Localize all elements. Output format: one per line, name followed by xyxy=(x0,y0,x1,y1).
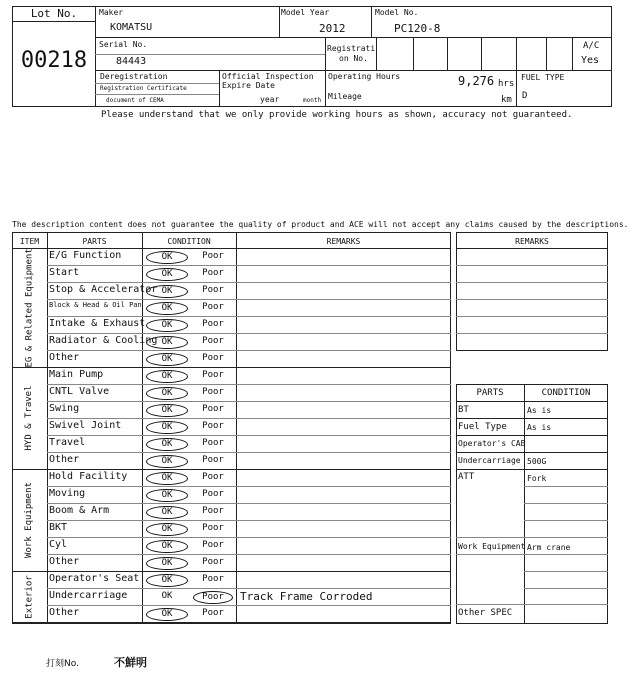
group-divider xyxy=(12,469,451,470)
group-divider xyxy=(12,571,451,572)
hrs-label: hrs xyxy=(498,79,515,89)
part-label: Hold Facility xyxy=(49,471,128,482)
part-label: BKT xyxy=(49,522,68,533)
ok-option: OK xyxy=(146,302,188,315)
serial-no-value: 84443 xyxy=(116,56,147,67)
poor-option: Poor xyxy=(202,574,224,584)
part-label: Other xyxy=(49,556,80,567)
disclaimer: The description content does not guarantee the quality of product and ACE will not accept any claims caused by the descriptions. xyxy=(12,220,629,229)
part-label: Moving xyxy=(49,488,86,499)
part-label: Start xyxy=(49,267,80,278)
col-condition-header: CONDITION xyxy=(167,237,211,246)
serial-no-label: Serial No. xyxy=(99,40,148,49)
maker-label: Maker xyxy=(99,8,124,17)
row-divider xyxy=(47,299,451,300)
stamp-no-value: 不鮮明 xyxy=(114,656,147,669)
year-label: year xyxy=(260,95,280,104)
row-divider xyxy=(47,401,451,402)
ok-option: OK xyxy=(146,472,188,485)
part-label: Other xyxy=(49,454,80,465)
part-label: E/G Function xyxy=(49,250,122,261)
col-remarks-header: REMARKS xyxy=(326,237,361,246)
right-remarks-header: REMARKS xyxy=(515,237,549,246)
col-parts-header: PARTS xyxy=(82,237,107,246)
part-label: Swing xyxy=(49,403,80,414)
part-label: Operator's Seat xyxy=(49,573,140,584)
document-cema-label: document of CEMA xyxy=(106,97,164,104)
part-label: Intake & Exhaust xyxy=(49,318,146,329)
ok-option: OK xyxy=(146,353,188,366)
part-label: Boom & Arm xyxy=(49,505,110,516)
part-label: Radiator & Cooling xyxy=(49,335,158,346)
row-divider xyxy=(47,282,451,283)
poor-option: Poor xyxy=(202,268,224,278)
part-label: Main Pump xyxy=(49,369,104,380)
poor-option: Poor xyxy=(202,421,224,431)
fuel-type-value: D xyxy=(522,91,528,101)
condition-row-undercarriage: 500G xyxy=(527,457,547,466)
part-label: Other xyxy=(49,607,80,618)
poor-option: Poor xyxy=(202,285,224,295)
poor-option: Poor xyxy=(202,608,224,618)
ac-value: Yes xyxy=(581,55,600,66)
part-label: Other xyxy=(49,352,80,363)
row-divider xyxy=(47,350,451,351)
ok-option: OK xyxy=(146,370,188,383)
ok-option: OK xyxy=(146,523,188,536)
row-divider xyxy=(47,452,451,453)
inspection-label: Official Inspection xyxy=(222,72,314,81)
poor-option: Poor xyxy=(202,523,224,533)
part-label: Undercarriage xyxy=(49,590,128,601)
group-label-eg-related-equipment: EG & Related Equipment xyxy=(24,247,34,367)
model-no-value: PC120-8 xyxy=(394,22,441,35)
mileage-label: Mileage xyxy=(328,92,362,101)
row-divider xyxy=(47,265,451,266)
stamp-no-label: 打刻No. xyxy=(46,659,79,669)
condition-row-fuel-type: As is xyxy=(527,423,552,432)
ac-label: A/C xyxy=(583,41,600,51)
ok-option: OK xyxy=(146,574,188,587)
ok-option: OK xyxy=(146,608,188,621)
part-label: Block & Head & Oil Pan xyxy=(49,301,142,309)
maker-value: KOMATSU xyxy=(110,22,153,33)
group-divider xyxy=(12,367,451,368)
row-divider xyxy=(47,554,451,555)
km-label: km xyxy=(501,95,512,105)
poor-option: Poor xyxy=(202,455,224,465)
registration-label: Registrati xyxy=(327,44,376,53)
parts-header: PARTS xyxy=(476,388,504,398)
ok-option: OK xyxy=(146,251,188,264)
row-divider xyxy=(47,418,451,419)
part-label: Travel xyxy=(49,437,86,448)
ok-option: OK xyxy=(146,438,188,451)
model-year-value: 2012 xyxy=(319,22,346,35)
group-label-work-equipment: Work Equipment xyxy=(24,482,34,558)
group-divider xyxy=(12,622,451,623)
row-divider xyxy=(47,520,451,521)
group-label-exterior: Exterior xyxy=(24,574,34,619)
poor-option: Poor xyxy=(202,251,224,261)
ok-option: OK xyxy=(146,404,188,417)
poor-option: Poor xyxy=(202,353,224,363)
poor-option: Poor xyxy=(193,591,233,604)
row-divider xyxy=(47,316,451,317)
ok-option: OK xyxy=(146,268,188,281)
inspection-label-2: Expire Date xyxy=(222,81,275,90)
condition-row-work-equipment: Arm crane xyxy=(527,543,571,552)
condition-header: CONDITION xyxy=(541,388,591,398)
row-divider xyxy=(47,486,451,487)
row-divider xyxy=(47,503,451,504)
poor-option: Poor xyxy=(202,404,224,414)
poor-option: Poor xyxy=(202,387,224,397)
poor-option: Poor xyxy=(202,370,224,380)
fuel-type-label: FUEL TYPE xyxy=(521,73,565,82)
row-divider xyxy=(47,435,451,436)
registration-label-2: on No. xyxy=(339,54,368,63)
row-divider xyxy=(47,384,451,385)
operating-hours-label: Operating Hours xyxy=(328,72,401,81)
parts-row-undercarriage: Undercarriage xyxy=(458,456,521,465)
group-label-hyd-travel: HYD & Travel xyxy=(24,385,34,451)
model-year-label: Model Year xyxy=(281,8,330,17)
working-hours-note: Please understand that we only provide working hours as shown, accuracy not guaranteed. xyxy=(101,110,573,120)
parts-row-operator-cab: Operator's CAB xyxy=(458,439,526,448)
ok-option: OK xyxy=(146,387,188,400)
lot-no-value: 00218 xyxy=(20,48,88,73)
ok-option: OK xyxy=(146,455,188,468)
ok-option: OK xyxy=(146,336,188,349)
registration-certificate-label: Registration Certificate xyxy=(100,85,187,92)
parts-row-fuel-type: Fuel Type xyxy=(458,422,507,432)
parts-row-att: ATT xyxy=(458,472,475,482)
part-label: Cyl xyxy=(49,539,68,550)
poor-option: Poor xyxy=(202,540,224,550)
ok-option: OK xyxy=(161,591,173,601)
ok-option: OK xyxy=(146,319,188,332)
col-item-header: ITEM xyxy=(19,237,40,246)
row-divider xyxy=(47,588,451,589)
operating-hours-value: 9,276 xyxy=(458,74,495,88)
ok-option: OK xyxy=(146,285,188,298)
parts-row-work-equipment: Work Equipment xyxy=(458,542,526,551)
row-divider xyxy=(47,333,451,334)
condition-row-att: Fork xyxy=(527,474,547,483)
poor-option: Poor xyxy=(202,438,224,448)
poor-option: Poor xyxy=(202,472,224,482)
ok-option: OK xyxy=(146,557,188,570)
lot-no-label: Lot No. xyxy=(30,7,78,20)
part-label: Stop & Accelerator xyxy=(49,284,158,295)
ok-option: OK xyxy=(146,540,188,553)
poor-option: Poor xyxy=(202,336,224,346)
deregistration-label: Deregistration xyxy=(100,72,168,81)
condition-row-bt: As is xyxy=(527,406,552,415)
poor-option: Poor xyxy=(202,302,224,312)
row-divider xyxy=(47,537,451,538)
poor-option: Poor xyxy=(202,319,224,329)
ok-option: OK xyxy=(146,421,188,434)
ok-option: OK xyxy=(146,506,188,519)
row-divider xyxy=(47,605,451,606)
parts-row-bt: BT xyxy=(458,405,469,415)
remark-text: Track Frame Corroded xyxy=(240,590,373,603)
poor-option: Poor xyxy=(202,489,224,499)
ok-option: OK xyxy=(146,489,188,502)
poor-option: Poor xyxy=(202,506,224,516)
model-no-label: Model No. xyxy=(375,8,419,17)
part-label: Swivel Joint xyxy=(49,420,122,431)
part-label: CNTL Valve xyxy=(49,386,110,397)
poor-option: Poor xyxy=(202,557,224,567)
month-label: month xyxy=(303,97,322,104)
parts-row-other-spec: Other SPEC xyxy=(458,608,513,618)
